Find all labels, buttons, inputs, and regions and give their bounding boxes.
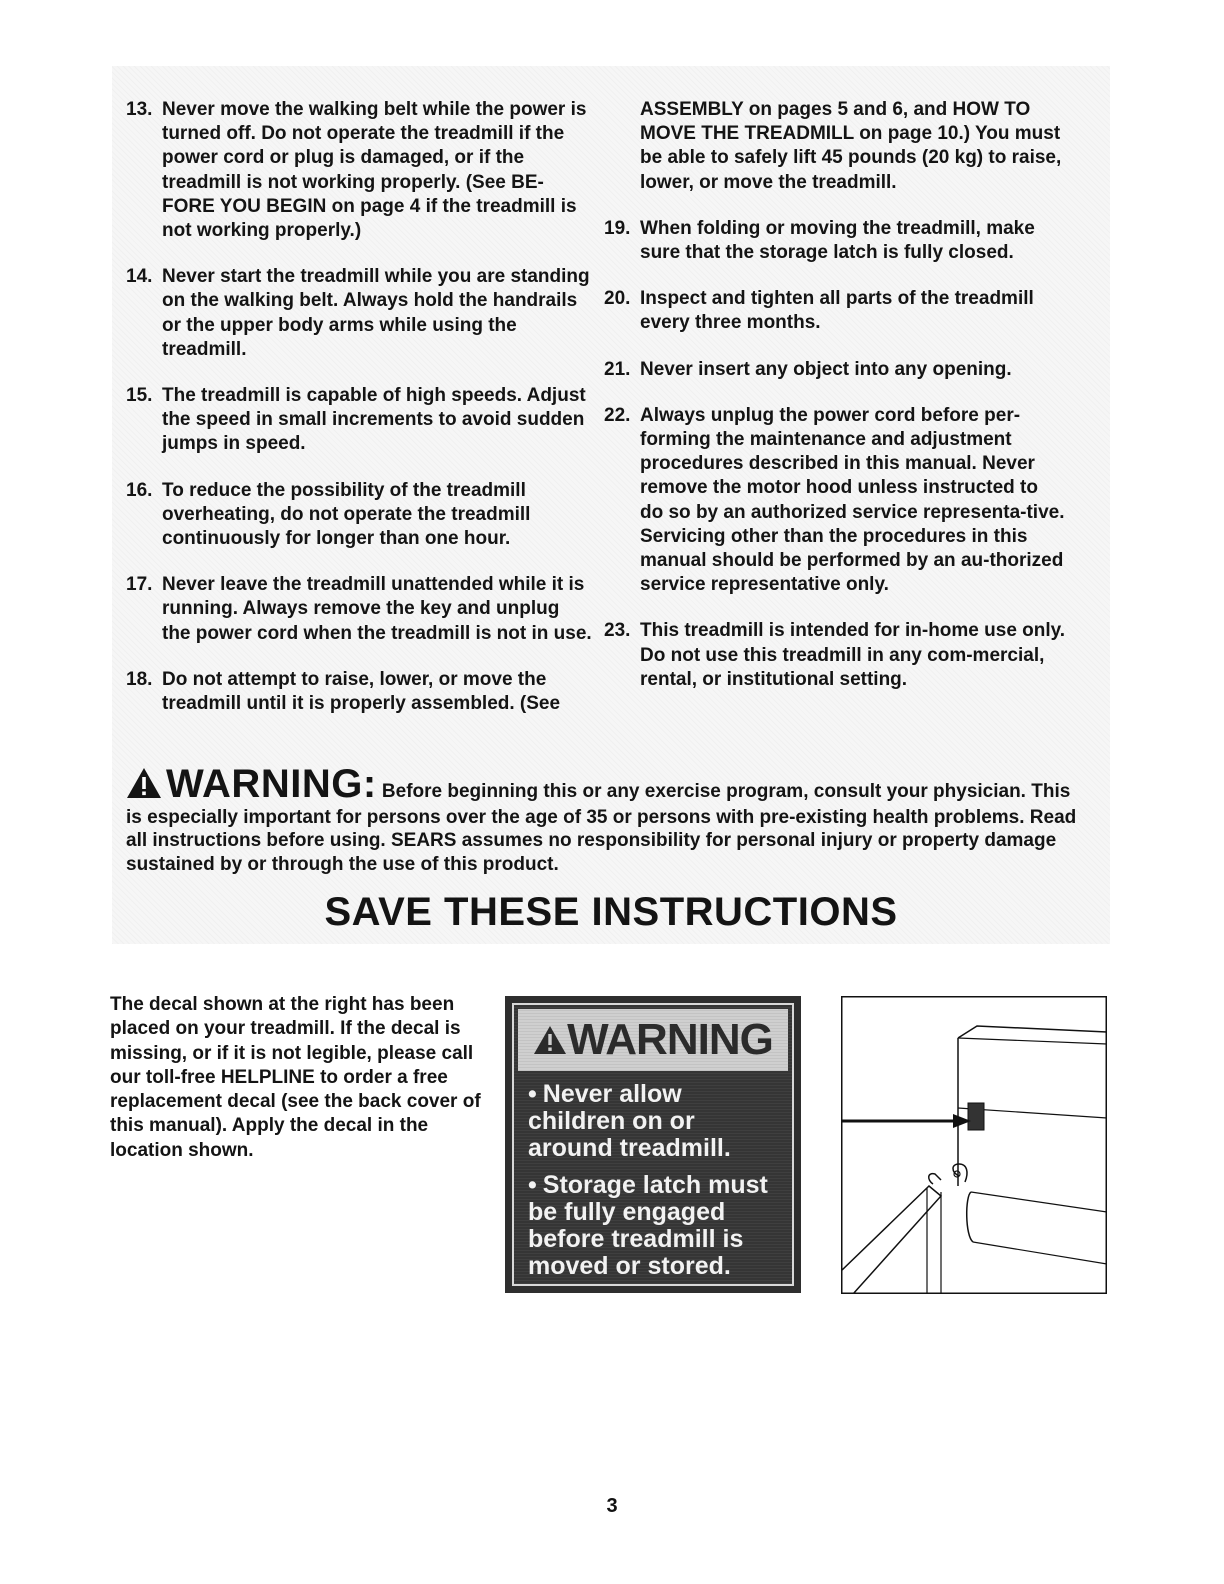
item-text: Never start the treadmill while you are standing on the walking belt. Always hold the handrails or the upper body arms while using the treadmill. [162, 266, 590, 360]
list-item: 22. Always unplug the power cord before per-forming the maintenance and adjustment procedures described in this manual. Never remove the motor hood unless instructed to do so by an authorized service representa-tive. Servicing other than the procedures in this manual should be performed by an au-thorized service representative only. [604, 404, 1065, 596]
list-item: 14. Never start the treadmill while you are standing on the walking belt. Always hold the handrails or the upper body arms while using the treadmill. [126, 266, 590, 360]
left-column [126, 98, 592, 738]
right-column [604, 98, 1066, 714]
item-text: Do not attempt to raise, lower, or move the treadmill until it is properly assembled. (See [162, 668, 561, 715]
decal-description: The decal shown at the right has been placed on your treadmill. If the decal is missing, or if it is not legible, please call our toll-free HELPLINE to order a free replacement decal (see the back cover of this manual). Apply the decal in the location shown. [110, 994, 481, 1161]
decal-triangle-icon [533, 1025, 567, 1055]
item-text: Never move the walking belt while the power is turned off. Do not operate the treadmill if the power cord or plug is damaged, or if the treadmill is not working properly. (See BE-FORE YOU BEGIN on page 4 if the treadmill is not working properly.) [162, 99, 587, 242]
warning-decal [505, 996, 801, 1293]
list-item: 19. When folding or moving the treadmill, make sure that the storage latch is fully closed. [604, 217, 1035, 264]
item-text: Never insert any object into any opening. [640, 358, 1012, 380]
list-item: 16. To reduce the possibility of the treadmill overheating, do not operate the treadmill continuously for longer than one hour. [126, 479, 531, 550]
item-text: Never leave the treadmill unattended while it is running. Always remove the key and unplug the power cord when the treadmill is not in use. [162, 574, 592, 644]
decal-location-illustration [841, 996, 1107, 1294]
item-text: When folding or moving the treadmill, make sure that the storage latch is fully closed. [640, 217, 1035, 264]
decal-bullet: • Storage latch must be fully engaged before treadmill is moved or stored. [528, 1171, 768, 1280]
warning-paragraph [126, 764, 1090, 876]
warning-label: WARNING: [166, 762, 377, 806]
item-text: This treadmill is intended for in-home use only. Do not use this treadmill in any com-mercial, rental, or institutional setting. [640, 620, 1066, 690]
decal-header-text: WARNING [567, 1015, 773, 1064]
list-item: 21. Never insert any object into any opening. [604, 358, 1012, 380]
item-text: Always unplug the power cord before per-forming the maintenance and adjustment procedures described in this manual. Never remove the motor hood unless instructed to do so by an authorized service representa-tive. Servicing other than the procedures in this manual should be performed by an au-thorized service representative only. [640, 404, 1065, 596]
list-item: 23. This treadmill is intended for in-home use only. Do not use this treadmill in any com-mercial, rental, or institutional setting. [604, 620, 1066, 690]
warning-text: Before beginning this or any exercise program, consult your physician. This is especially important for persons over the age of 35 or persons with pre-existing health problems. Read all instructions before using. SEARS assumes no responsibility for personal injury or property damage sustained by or through the use of this product. [126, 781, 1077, 875]
decal-bullet: • Never allow children on or around treadmill. [528, 1080, 731, 1162]
save-instructions-title: SAVE THESE INSTRUCTIONS [324, 890, 898, 934]
decal-header [518, 1009, 788, 1071]
item-text: The treadmill is capable of high speeds. Adjust the speed in small increments to avoid sudden jumps in speed. [162, 385, 586, 455]
list-item: 17. Never leave the treadmill unattended while it is running. Always remove the key and unplug the power cord when the treadmill is not in use. [126, 574, 592, 644]
list-item: 18. Do not attempt to raise, lower, or move the treadmill until it is properly assembled. (See [126, 668, 561, 715]
page-number: 3 [606, 1495, 618, 1517]
warning-triangle-icon [126, 767, 162, 806]
list-item: 20. Inspect and tighten all parts of the treadmill every three months. [604, 288, 1034, 334]
item-text: Inspect and tighten all parts of the treadmill every three months. [640, 288, 1034, 334]
item-18-continuation: ASSEMBLY on pages 5 and 6, and HOW TO MOVE THE TREADMILL on page 10.) You must be able to safely lift 45 pounds (20 kg) to raise, lower, or move the treadmill. [640, 99, 1062, 193]
list-item: 15. The treadmill is capable of high speeds. Adjust the speed in small increments to avoid sudden jumps in speed. [126, 385, 586, 455]
item-text: To reduce the possibility of the treadmill overheating, do not operate the treadmill continuously for longer than one hour. [162, 479, 531, 550]
list-item: 13. Never move the walking belt while the power is turned off. Do not operate the treadmill if the power cord or plug is damaged, or if the treadmill is not working properly. (See BE-FORE YOU BEGIN on page 4 if the treadmill is not working properly.) [126, 99, 587, 242]
